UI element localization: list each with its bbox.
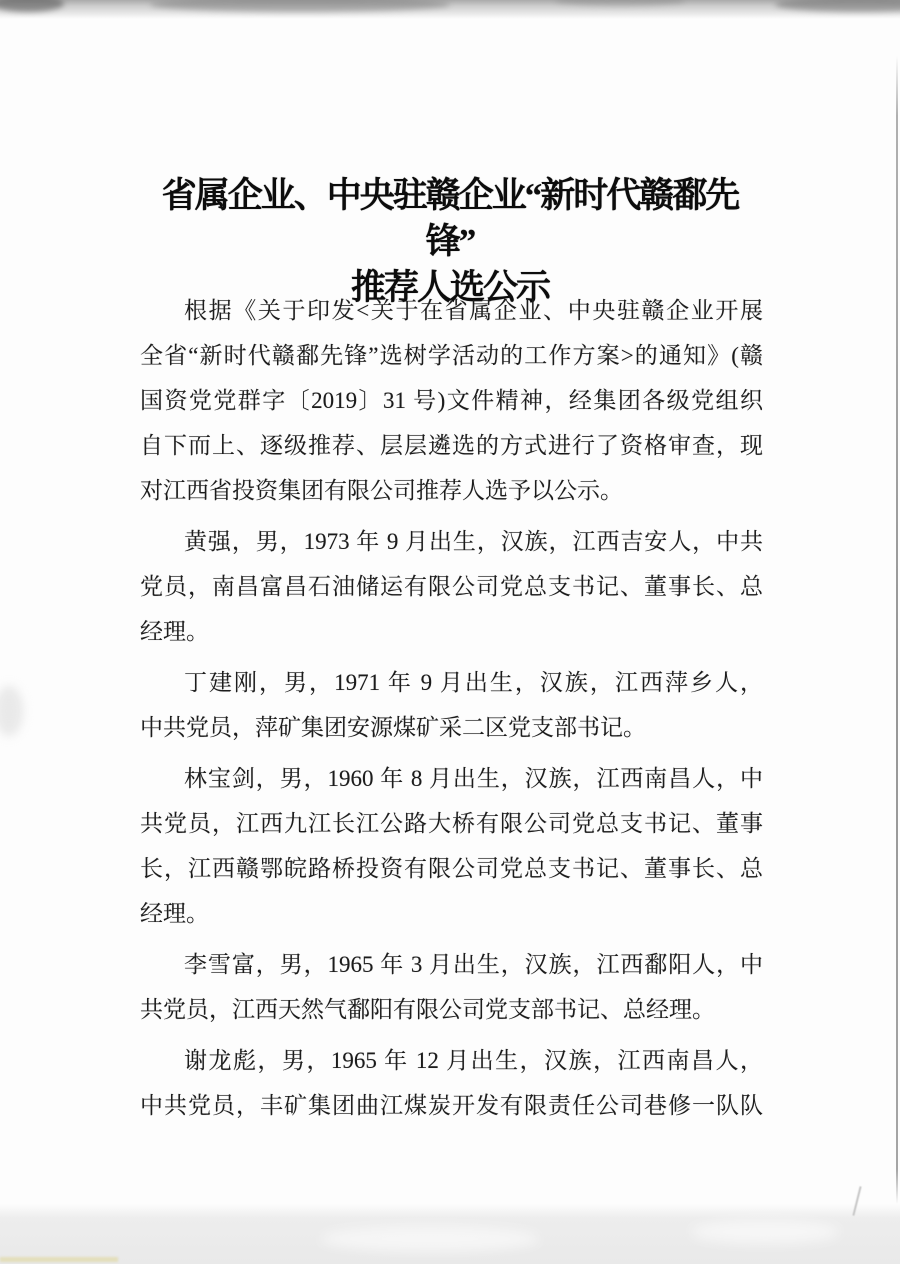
text-line: 中共党员，丰矿集团曲江煤炭开发有限责任公司巷修一队队 xyxy=(140,1093,763,1118)
text-line: 根据《关于印发<关于在省属企业、中央驻赣企业开展 xyxy=(184,298,763,323)
scan-artifact-corner-streak xyxy=(0,1257,118,1262)
text-line: 对江西省投资集团有限公司推荐人选予以公示。 xyxy=(140,478,623,503)
scan-smudge xyxy=(775,0,900,12)
text-line: 共党员，江西天然气鄱阳有限公司党支部书记、总经理。 xyxy=(140,997,715,1022)
text-line: 共党员，江西九江长江公路大桥有限公司党总支书记、董事 xyxy=(140,811,763,836)
scan-smudge xyxy=(555,0,685,6)
scan-smudge xyxy=(150,0,450,12)
document-title-line2: 推荐人选公示 xyxy=(350,268,549,307)
text-line: 中共党员，萍矿集团安源煤矿采二区党支部书记。 xyxy=(140,715,646,740)
text-line: 黄强，男，1973 年 9 月出生，汉族，江西吉安人，中共 xyxy=(184,529,763,554)
paragraph-intro xyxy=(140,288,763,513)
paragraph-candidate-lixuefu xyxy=(140,942,763,1032)
text-line: 丁建刚，男，1971 年 9 月出生，汉族，江西萍乡人， xyxy=(184,670,763,695)
paragraph-candidate-dingjiangang xyxy=(140,660,763,750)
document-body xyxy=(140,288,763,1128)
scan-artifact-bottom-edge xyxy=(0,1204,900,1264)
text-line: 经理。 xyxy=(140,901,209,926)
text-line: 全省“新时代赣鄱先锋”选树学活动的工作方案>的通知》(赣 xyxy=(140,343,763,368)
text-line: 经理。 xyxy=(140,619,209,644)
scan-light-patch xyxy=(690,1220,840,1244)
text-line: 党员，南昌富昌石油储运有限公司党总支书记、董事长、总 xyxy=(140,574,763,599)
text-line: 谢龙彪，男，1965 年 12 月出生，汉族，江西南昌人， xyxy=(184,1048,763,1073)
document-title-line1: 省属企业、中央驻赣企业“新时代赣鄱先锋” xyxy=(161,176,739,261)
text-line: 国资党党群字〔2019〕31 号)文件精神，经集团各级党组织 xyxy=(140,388,763,413)
scan-artifact-top-edge xyxy=(0,0,900,24)
text-line: 林宝剑，男，1960 年 8 月出生，汉族，江西南昌人，中 xyxy=(184,766,763,791)
scan-artifact-page-edge-line xyxy=(896,56,898,1204)
paragraph-candidate-xielongbiao xyxy=(140,1038,763,1128)
scan-smudge xyxy=(0,0,64,12)
scan-light-patch xyxy=(320,1226,540,1252)
text-line: 长，江西赣鄂皖路桥投资有限公司党总支书记、董事长、总 xyxy=(140,856,763,881)
paragraph-candidate-linbaojian xyxy=(140,756,763,936)
scan-smudge xyxy=(0,686,23,736)
paragraph-candidate-huangqiang xyxy=(140,519,763,654)
text-line: 李雪富，男，1965 年 3 月出生，汉族，江西鄱阳人，中 xyxy=(184,952,763,977)
text-line: 自下而上、逐级推荐、层层遴选的方式进行了资格审查，现 xyxy=(140,433,763,458)
